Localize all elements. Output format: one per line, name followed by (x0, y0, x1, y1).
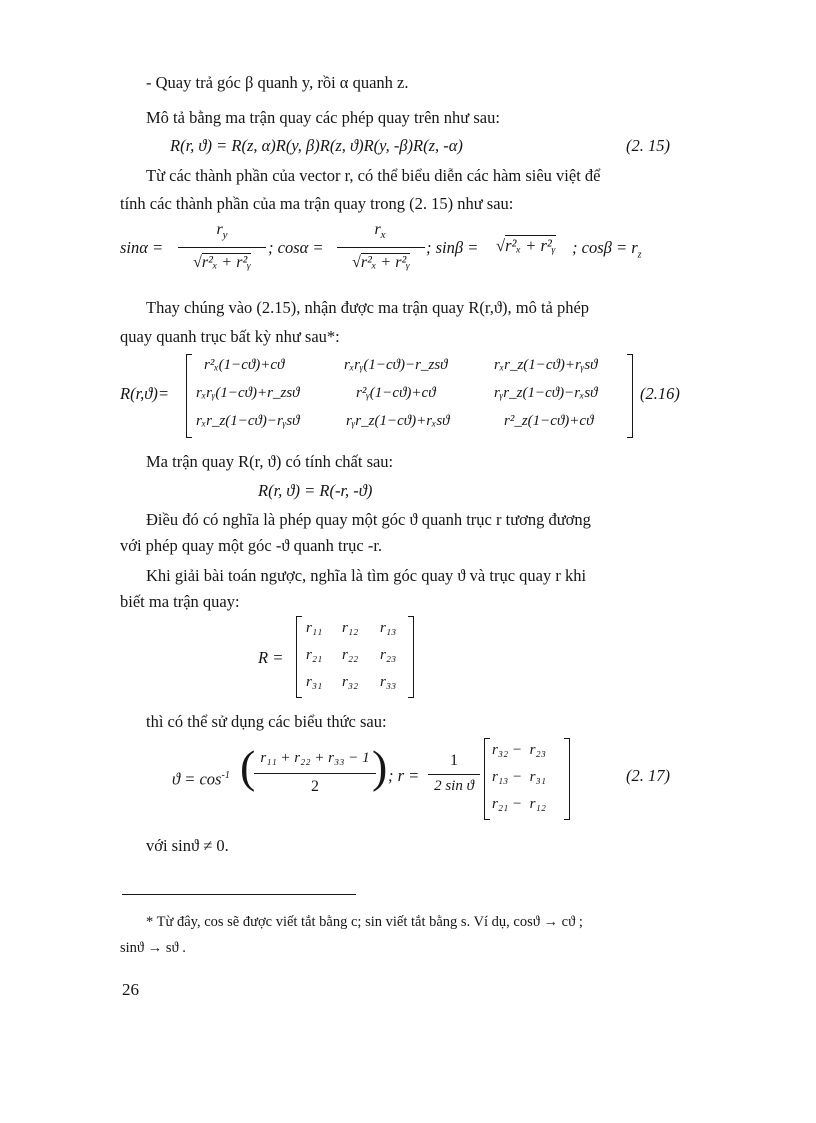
vector-cell: r₂₁ − r₁₂ (492, 796, 546, 812)
fraction-denominator: 2 (311, 778, 319, 795)
left-paren: ( (240, 741, 256, 792)
matrix-cell: rᵧr_z(1−cϑ)−rₓsϑ (494, 385, 598, 401)
R-label: R = (258, 648, 284, 667)
matrix-cell: rₓrᵧ(1−cϑ)+r_zsϑ (196, 385, 300, 401)
text-line: với phép quay một góc -ϑ quanh trục -r. (120, 536, 383, 555)
property-equation: R(r, ϑ) = R(-r, -ϑ) (258, 481, 373, 500)
matrix-cell: r₁₂ (342, 620, 359, 636)
matrix-cell: r²ₓ(1−cϑ)+cϑ (204, 357, 285, 373)
right-bracket (408, 616, 414, 698)
fraction-numerator: 1 (450, 752, 458, 769)
footnote-rule (122, 894, 356, 895)
vector-cell: r₃₂ − r₂₃ (492, 742, 546, 758)
fraction-bar (178, 247, 266, 248)
fraction-denominator: √r²ₓ + r²ᵧ (193, 254, 251, 271)
text-line: Ma trận quay R(r, ϑ) có tính chất sau: (146, 452, 394, 471)
matrix-cell: r₂₃ (380, 647, 397, 663)
fraction-numerator: r₁₁ + r₂₂ + r₃₃ − 1 (260, 750, 370, 766)
equation-number: (2.16) (640, 384, 680, 403)
text-line: với sinϑ ≠ 0. (146, 836, 229, 855)
text-line: quay quanh trục bất kỳ như sau*: (120, 327, 340, 346)
cos-alpha-label: ; cosα = (268, 238, 324, 257)
matrix-cell: r₃₁ (306, 674, 323, 690)
matrix-cell: rₓrᵧ(1−cϑ)−r_zsϑ (344, 357, 448, 373)
text-line: Thay chúng vào (2.15), nhận được ma trận quay R(r,ϑ), mô tả phép (146, 298, 590, 317)
vector-cell: r₁₃ − r₃₁ (492, 769, 546, 785)
matrix-cell: rₓr_z(1−cϑ)−rᵧsϑ (196, 413, 300, 429)
text-line: Mô tả bằng ma trận quay các phép quay trên như sau: (146, 108, 500, 127)
matrix-cell: r₂₁ (306, 647, 323, 663)
theta-label: $ϑ = \cos^{-1}$ (172, 769, 230, 789)
fraction-bar (337, 247, 425, 248)
sqrt-expression: √r²ₓ + r²ᵧ (496, 236, 556, 255)
footnote-line: sinϑ → sϑ . (120, 940, 186, 956)
cos-beta-label: ; $\cos\beta = r_z$ (572, 238, 642, 261)
page-number: 26 (122, 980, 139, 999)
text-line: tính các thành phần của ma trận quay trong (2. 15) như sau: (120, 194, 514, 213)
text-line: - Quay trả góc β quanh y, rồi α quanh z. (146, 73, 409, 92)
fraction-bar (254, 773, 376, 774)
rotation-matrix-R (296, 616, 414, 698)
left-bracket (186, 354, 192, 438)
right-bracket (627, 354, 633, 438)
matrix-cell: rₓr_z(1−cϑ)+rᵧsϑ (494, 357, 598, 373)
matrix-cell: r²_z(1−cϑ)+cϑ (504, 413, 594, 429)
text-line: Khi giải bài toán ngược, nghĩa là tìm góc quay ϑ và trục quay r khi (146, 566, 587, 585)
fraction-denominator: 2 sin ϑ (434, 778, 474, 794)
matrix-cell: r₁₃ (380, 620, 397, 636)
matrix-cell: r₃₂ (342, 674, 359, 690)
fraction-denominator: √r²ₓ + r²ᵧ (352, 254, 410, 271)
axis-vector (484, 738, 570, 820)
right-paren: ) (372, 741, 388, 792)
text-line: thì có thể sử dụng các biểu thức sau: (146, 712, 387, 731)
equation-number: (2. 17) (626, 766, 670, 785)
fraction-numerator: $r_y$ (216, 221, 228, 242)
left-bracket (484, 738, 490, 820)
r-label: ; r = (388, 766, 420, 785)
sin-beta-label: ; sinβ = (426, 238, 479, 257)
text-line: Điều đó có nghĩa là phép quay một góc ϑ quanh trục r tương đương (146, 510, 591, 529)
text-line: Từ các thành phần của vector r, có thể biểu diễn các hàm siêu việt để (146, 166, 601, 185)
matrix-cell: r₂₂ (342, 647, 359, 663)
equation-2-15: R(r, ϑ) = R(z, α)R(y, β)R(z, ϑ)R(y, -β)R(z, -α) (170, 136, 463, 155)
fraction-bar (428, 774, 480, 775)
equation-number: (2. 15) (626, 136, 670, 155)
matrix-cell: r₁₁ (306, 620, 323, 636)
fraction-numerator: $r_x$ (374, 221, 386, 242)
footnote-line: * Từ đây, cos sẽ được viết tắt bằng c; sin viết tắt bằng s. Ví dụ, cosϑ → cϑ ; (146, 914, 583, 930)
matrix-cell: r²ᵧ(1−cϑ)+cϑ (356, 385, 436, 401)
text-line: biết ma trận quay: (120, 592, 240, 611)
matrix-cell: r₃₃ (380, 674, 397, 690)
equation-2-16-lhs: R(r,ϑ)= (120, 384, 170, 403)
left-bracket (296, 616, 302, 698)
right-bracket (564, 738, 570, 820)
sin-alpha-label: sinα = (120, 238, 164, 257)
matrix-cell: rᵧr_z(1−cϑ)+rₓsϑ (346, 413, 450, 429)
rotation-matrix-2-16 (186, 354, 633, 438)
